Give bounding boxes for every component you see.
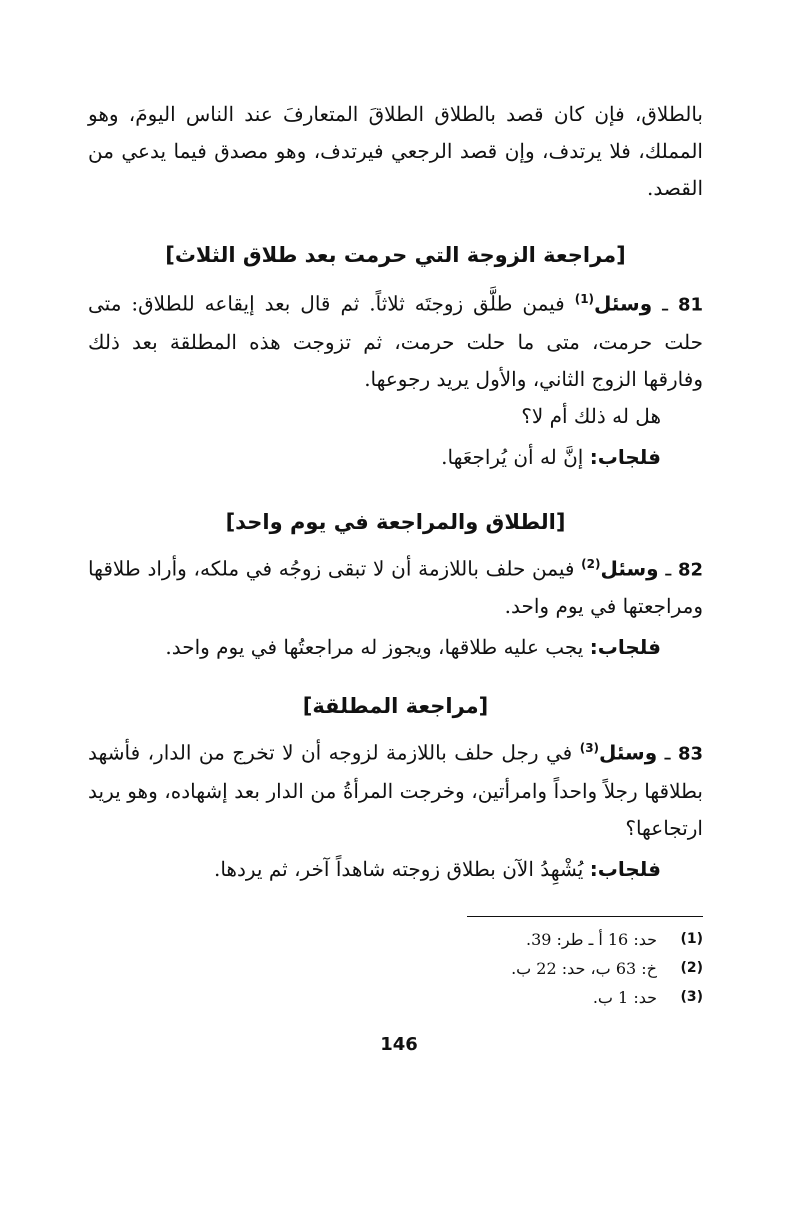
- footnote-ref: (1): [574, 292, 595, 306]
- footnote-number: (1): [680, 930, 703, 947]
- question-text: في رجل حلف باللازمة لزوجه أن لا تخرج من الدار، فأشهد بطلاقها رجلاً واحداً وامرأتين، وخرجت المرأةُ من الدار بعد إشهاده، وهو يريد ارتجاعها؟: [88, 740, 703, 840]
- answer-label: فلجاب:: [589, 856, 661, 881]
- section-heading-83: [مراجعة المطلقة]: [302, 694, 489, 719]
- section-heading-82: [الطلاق والمراجعة في يوم واحد]: [225, 509, 566, 534]
- page-content: [88, 96, 703, 1012]
- answer-text: يُشْهِدُ الآن بطلاق زوجته شاهداً آخر، ثم يردها.: [213, 856, 590, 881]
- asker-label: وسئل: [594, 291, 653, 316]
- question-number: 82: [677, 559, 704, 581]
- answer-label: فلجاب:: [589, 444, 661, 469]
- answer-83: [88, 851, 703, 888]
- question-82: [88, 546, 703, 626]
- answer-81: [88, 439, 703, 476]
- answer-text: إنَّ له أن يُراجعَها.: [441, 444, 590, 469]
- dash: ـ: [658, 556, 678, 581]
- question-text: فيمن طلَّق زوجتَه ثلاثاً. ثم قال بعد إيقاعه للطلاق: متى حلت حرمت، متى ما حلت حرمت، ثم تزوجت هذه المطلقة بعد ذلك وفارقها الزوج الثاني، والأول يريد رجوعها.: [88, 291, 703, 391]
- footnote-text: حد: 1 ب.: [592, 987, 657, 1007]
- section-heading-81: [مراجعة الزوجة التي حرمت بعد طلاق الثلاث]: [165, 243, 626, 267]
- footnote-2: [88, 954, 703, 983]
- footnote-number: (2): [680, 959, 703, 976]
- intro-paragraph: بالطلاق، فإن كان قصد بالطلاق الطلاقَ المتعارفَ عند الناس اليومَ، وهو المملك، فلا يرتدف، وإن قصد الرجعي فيرتدف، وهو مصدق فيما يدعي من القصد.: [88, 102, 703, 200]
- question-83: [88, 730, 703, 847]
- answer-label: فلجاب:: [589, 635, 661, 660]
- footnote-number: (3): [680, 988, 703, 1005]
- footnote-text: خ: 63 ب، حد: 22 ب.: [511, 958, 657, 978]
- dash: ـ: [657, 740, 678, 765]
- page-number: 146: [380, 1034, 418, 1055]
- footnote-ref: (3): [579, 741, 600, 756]
- answer-82: [88, 629, 703, 666]
- answer-text: يجب عليه طلاقها، ويجوز له مراجعتُها في يوم واحد.: [165, 635, 590, 660]
- footnote-1: [88, 925, 703, 954]
- question-81-followup: هل له ذلك أم لا؟: [521, 403, 661, 428]
- question-text: فيمن حلف باللازمة أن لا تبقى زوجُه في ملكه، وأراد طلاقها ومراجعتها في يوم واحد.: [88, 556, 703, 619]
- footnote-divider: [467, 916, 703, 917]
- asker-label: وسئل: [600, 556, 659, 581]
- asker-label: وسئل: [599, 740, 658, 765]
- question-number: 83: [677, 743, 703, 765]
- footnote-text: حد: 16 أ ـ طر: 39.: [525, 929, 657, 949]
- question-81: [88, 281, 703, 398]
- footnotes: [88, 925, 703, 1012]
- dash: ـ: [652, 291, 678, 316]
- footnote-3: [88, 983, 703, 1012]
- question-number: 81: [677, 294, 704, 316]
- footnote-ref: (2): [581, 556, 601, 571]
